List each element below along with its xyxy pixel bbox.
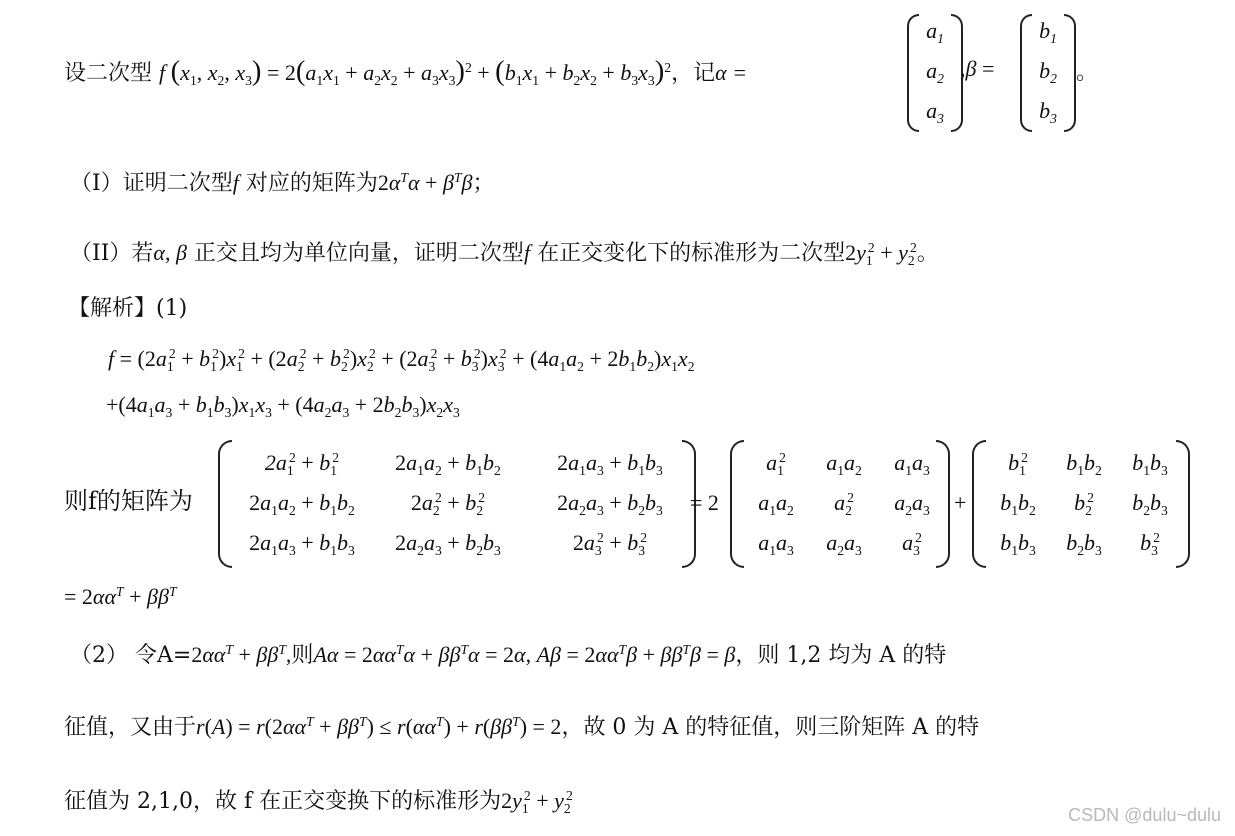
intro-recall: ，记	[671, 61, 716, 86]
part1-end: ；	[472, 171, 495, 196]
part1-statement	[70, 169, 495, 196]
intro-prefix: 设二次型	[64, 61, 153, 86]
beta-vector: $b_1$ $b_2$ $b_3$	[1018, 14, 1078, 132]
csdn-watermark: CSDN @dulu~dulu	[1068, 805, 1221, 825]
equals-two: = 2	[690, 490, 719, 515]
expansion-line-2: $+(4a_1a_3 + b_1b_3)x_1x_3 + (4a_2a_3 + 2b_2b_3)x_2x_3$	[106, 392, 460, 420]
part2-label: （II）若	[70, 241, 154, 266]
sol2-label: （2） 令A=	[70, 643, 192, 668]
part1-label: （I）证明二次型	[70, 171, 233, 196]
intro-end: 。	[1076, 60, 1099, 85]
part1-mid: 对应的矩阵为	[245, 171, 378, 196]
analysis-heading: 【解析】(1)	[68, 296, 188, 321]
sol2-conclusion: ，则 1,2 均为 A 的特	[735, 643, 947, 668]
beta-equals: ,β =	[960, 56, 995, 81]
solution2-line2: 征值，又由于$r(A) = r(2\alpha\alpha^T + \beta\beta^T) \le r(\alpha\alpha^T) + r(\beta\beta^T) = 2$，故 0 为 A 的特征值，则三阶矩阵 A 的特	[64, 713, 980, 740]
problem-statement: 设二次型 f ($x_1$, $x_2$, $x_3) = 2(a_1x_1 + a_2x_2 + a_3x_3)^2 + (b_1x_1 + b_2x_2 + b_3x_3)^2$，记α =	[64, 56, 747, 88]
part2-end: 。	[916, 241, 939, 266]
part2-mid2: 在正交变化下的标准形为二次型	[537, 241, 846, 266]
part2-mid1: 正交且均为单位向量，证明二次型	[193, 241, 524, 266]
part2-f: f	[523, 240, 531, 265]
solution2-line3: 征值为 2,1,0，故 f 在正交变换下的标准形为$2y_1^2 + y_2^2$	[64, 787, 573, 816]
matrix-result: = $2\alpha\alpha^T + \beta\beta^T$	[64, 583, 177, 609]
beta-outer-matrix: $b_1^2$ $b_1b_2$ $b_1b_3$ $b_1b_2$ $b_2^2$ $b_2b_3$ $b_1b_3$ $b_2b_3$ $b_3^2$	[972, 440, 1192, 568]
alpha-outer-matrix: $a_1^2$ $a_1a_2$ $a_1a_3$ $a_1a_2$ $a_2^2$ $a_2a_3$ $a_1a_3$ $a_2a_3$ $a_3^2$	[730, 440, 952, 568]
sol2c-prefix: 征值为 2,1,0，故 f 在正交变换下的标准形为	[64, 789, 502, 814]
sol2b-prefix: 征值，又由于	[64, 715, 197, 740]
part1-matrix-expression: $2\alpha^T\alpha + \beta^T\beta$	[377, 169, 473, 195]
full-coefficient-matrix: $2a_1^2 + b_1^2$ $2a_1a_2 + b_1b_2$ $2a_1a_3 + b_1b_3$ $2a_1a_2 + b_1b_2$ $2a_2^2 + b_2^2$ $2a_2a_3 + b_2b_3$ $2a_1a_3 + b_1b_3$ $2a_2a_3 + b_2b_3$ $2a_3^2 + b_3^2$	[218, 440, 698, 568]
part2-statement: （II）若α, β 正交且均为单位向量，证明二次型f 在正交变化下的标准形为二次型$2y_1^2 + y_2^2$。	[70, 239, 939, 268]
quadratic-form-definition: f ($x_1$, $x_2$, $x_3) = 2(a_1x_1 + a_2x_2 + a_3x_3)^2 + (b_1x_1 + b_2x_2 + b_3x_3)^2$	[159, 56, 672, 88]
part2-standard-form: $2y_1^2 + y_2^2$	[845, 239, 917, 268]
matrix-line-prefix: 则f的矩阵为	[64, 487, 193, 515]
sol2b-mid: ，故 0 为 A 的特征值，则三阶矩阵 A 的特	[561, 715, 980, 740]
alpha-vector: $a_1$ $a_2$ $a_3$	[905, 14, 965, 132]
part1-f: f	[232, 170, 239, 195]
plus-sign: +	[954, 490, 967, 515]
solution2-line1: （2） 令$A=2\alpha\alpha^T + \beta\beta^T$,则$A\alpha = 2\alpha\alpha^T\alpha + \beta\beta^T\alpha = 2\alpha$, $A\beta = 2\alpha\alpha^T\beta + \beta\beta^T\beta = \beta$，则 1,2 均为 A 的特	[70, 641, 947, 668]
expansion-line-1: $f = (2a_1^2 + b_1^2)x_1^2 + (2a_2^2 + b_2^2)x_2^2 + (2a_3^2 + b_3^2)x_3^2 + (4a_1a_2 + 2b_1b_2)x_1x_2$	[108, 345, 695, 374]
